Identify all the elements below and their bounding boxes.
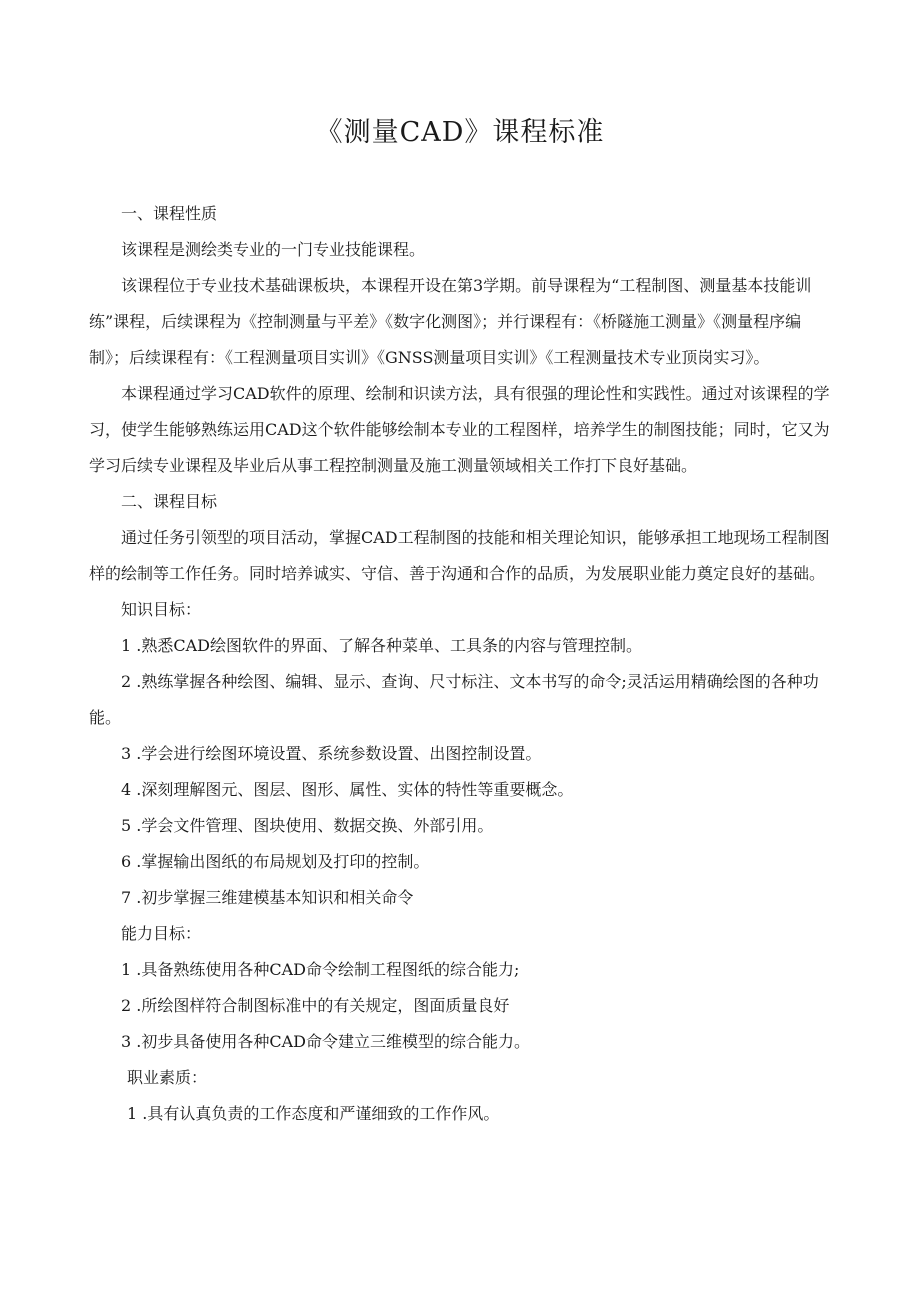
document-body	[89, 196, 837, 1132]
quality-goals-label: 职业素质：	[127, 1068, 208, 1087]
paragraph-course-content: 本课程通过学习CAD软件的原理、绘制和识读方法，具有很强的理论性和实践性。通过对该课程的学习，使学生能够熟练运用CAD这个软件能够绘制本专业的工程图样，培养学生的制图技能；同时，它又为学习后续专业课程及毕业后从事工程控制测量及施工测量领域相关工作打下良好基础。	[89, 384, 830, 475]
knowledge-item: 2 .熟练掌握各种绘图、编辑、显示、查询、尺寸标注、文本书写的命令;灵活运用精确绘图的各种功能。	[89, 672, 819, 727]
document-title: 《测量CAD》课程标准	[315, 117, 605, 148]
paragraph-course-type: 该课程是测绘类专业的一门专业技能课程。	[121, 240, 426, 259]
knowledge-goals-label: 知识目标：	[121, 600, 202, 619]
quality-item: 1 .具有认真负责的工作态度和严谨细致的工作作风。	[127, 1104, 500, 1123]
knowledge-item: 1 .熟悉CAD绘图软件的界面、了解各种菜单、工具条的内容与管理控制。	[121, 636, 642, 655]
knowledge-item: 4 .深刻理解图元、图层、图形、属性、实体的特性等重要概念。	[121, 780, 574, 799]
knowledge-item: 6 .掌握输出图纸的布局规划及打印的控制。	[121, 852, 430, 871]
knowledge-item: 3 .学会进行绘图环境设置、系统参数设置、出图控制设置。	[121, 744, 542, 763]
section-heading-nature: 一、课程性质	[121, 204, 218, 223]
section-heading-goals: 二、课程目标	[121, 492, 218, 511]
knowledge-item: 5 .学会文件管理、图块使用、数据交换、外部引用。	[121, 816, 494, 835]
ability-goals-label: 能力目标：	[121, 924, 202, 943]
knowledge-item: 7 .初步掌握三维建模基本知识和相关命令	[121, 888, 414, 907]
paragraph-goals-intro: 通过任务引领型的项目活动，掌握CAD工程制图的技能和相关理论知识，能够承担工地现场工程制图样的绘制等工作任务。同时培养诚实、守信、善于沟通和合作的品质，为发展职业能力奠定良好的基础。	[89, 528, 830, 583]
ability-item: 3 .初步具备使用各种CAD命令建立三维模型的综合能力。	[121, 1032, 530, 1051]
ability-item: 2 .所绘图样符合制图标准中的有关规定，图面质量良好	[121, 996, 510, 1015]
ability-item: 1 .具备熟练使用各种CAD命令绘制工程图纸的综合能力;	[121, 960, 520, 979]
paragraph-course-position: 该课程位于专业技术基础课板块，本课程开设在第3学期。前导课程为“工程制图、测量基本技能训练”课程，后续课程为《控制测量与平差》《数字化测图》；并行课程有：《桥隧施工测量》《测量程序编制》；后续课程有：《工程测量项目实训》《GNSS测量项目实训》《工程测量技术专业顶岗实习》。	[89, 276, 812, 367]
